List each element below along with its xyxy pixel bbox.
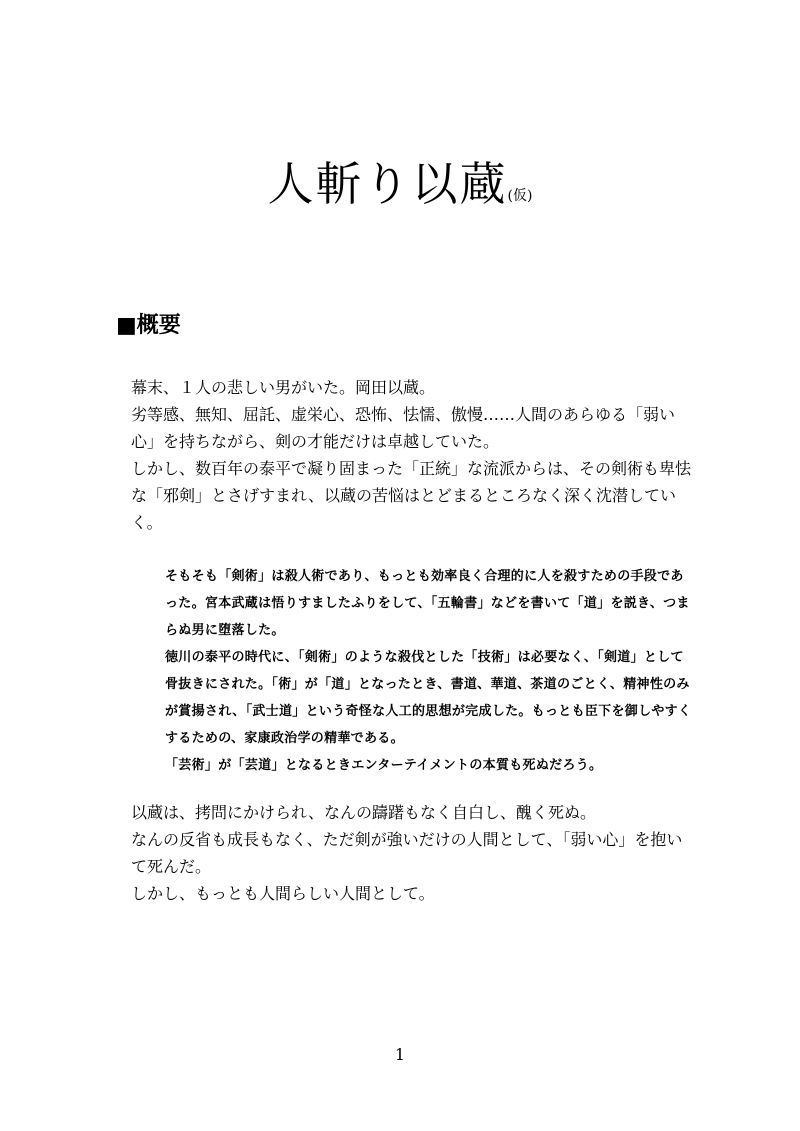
document-title	[0, 148, 800, 214]
quote-paragraph: 「芸術」が「芸道」となるときエンターテイメントの本質も死ぬだろう。	[165, 758, 603, 773]
ending-paragraphs	[131, 799, 691, 907]
ending-line: しかし、もっとも人間らしい人間として。	[131, 884, 435, 903]
ending-line: 以蔵は、拷問にかけられ、なんの躊躇もなく自白し、醜く死ぬ。	[131, 803, 596, 822]
quote-block	[165, 563, 695, 779]
ending-line: なんの反省も成長もなく、ただ剣が強いだけの人間として、「弱い心」を抱いて死んだ。	[131, 830, 683, 876]
intro-line: 幕末、１人の悲しい男がいた。岡田以蔵。	[131, 378, 436, 397]
page-number: 1	[394, 1045, 406, 1064]
section-heading-overview: ■概要	[116, 313, 181, 338]
title-subtitle: (仮)	[507, 188, 533, 204]
quote-paragraph: 徳川の泰平の時代に、「剣術」のような殺伐とした「技術」は必要なく、「剣道」として骨抜きにされた。「術」が「道」となったとき、書道、華道、茶道のごとく、精神性のみが賞揚され、「武士道」という奇怪な人工的思想が完成した。もっとも臣下を御しやすくするための、家康政治学の精華である。	[165, 650, 692, 746]
title-main: 人斬り以蔵	[267, 157, 508, 211]
intro-line: しかし、数百年の泰平で凝り固まった「正統」な流派からは、その剣術も卑怯な「邪剣」とさげすまれ、以蔵の苦悩はとどまるところなく深く沈潜していく。	[131, 459, 692, 532]
intro-line: 劣等感、無知、屈託、虚栄心、恐怖、怯懦、傲慢……人間のあらゆる「弱い心」を持ちながら、剣の才能だけは卓越していた。	[131, 405, 676, 451]
intro-paragraphs	[131, 374, 691, 536]
quote-paragraph: そもそも「剣術」は殺人術であり、もっとも効率良く合理的に人を殺すための手段であった。宮本武蔵は悟りすましたふりをして、「五輪書」などを書いて「道」を説き、つまらぬ男に堕落した。	[165, 569, 690, 638]
